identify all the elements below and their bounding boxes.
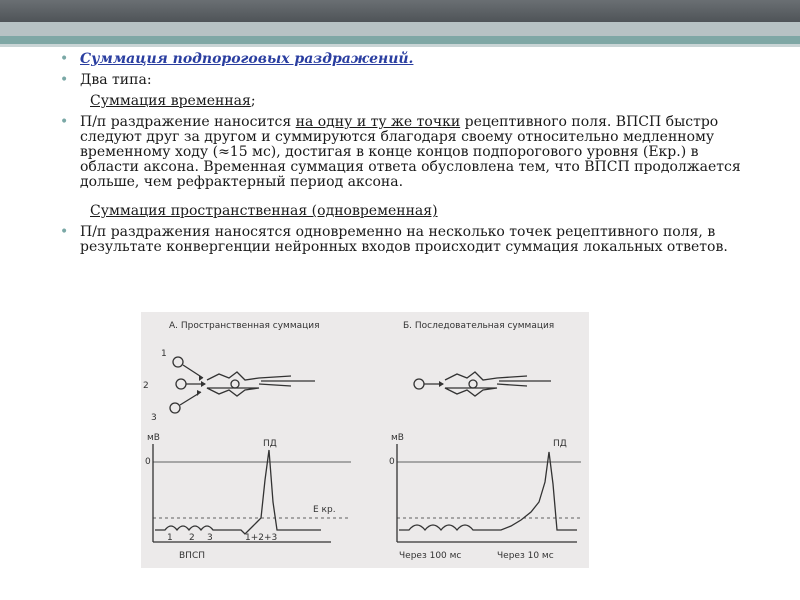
graph-b-zero: 0 (389, 457, 395, 467)
summation-diagram (141, 312, 589, 568)
graph-b-interval-100: Через 100 мс (399, 551, 462, 561)
bullet-icon: • (60, 72, 69, 88)
input-arrow-1 (199, 375, 203, 381)
temporal-heading-tail: ; (250, 93, 256, 109)
panel-a-title: А. Пространственная суммация (169, 321, 320, 331)
panel-b-title: Б. Последовательная суммация (403, 321, 555, 331)
slide-header-stripe-light (0, 44, 800, 47)
temporal-heading: Суммация временная (90, 93, 251, 109)
graph-a-sum-label: 1+2+3 (245, 533, 278, 543)
input-arrow-2 (201, 381, 206, 387)
bullet-spatial-text (54, 225, 754, 255)
slide-header-stripe-accent (0, 36, 800, 44)
input-electrode-1 (173, 357, 183, 367)
two-types-text: Два типа: (80, 72, 152, 88)
graph-a-threshold-label: Е кр. (313, 505, 336, 515)
neuron-a-nucleus (231, 380, 239, 388)
graph-b-unit: мВ (391, 433, 404, 443)
graph-a-unit: мВ (147, 433, 160, 443)
graph-a-spike-label: ПД (263, 439, 277, 449)
input-label-1: 1 (161, 349, 167, 359)
input-arrow-b (439, 381, 444, 387)
summation-figure (141, 312, 589, 568)
graph-a-tick-1: 1 (167, 533, 173, 543)
bullet-icon: • (60, 114, 69, 130)
temporal-text-a: П/п раздражение наносится (80, 114, 296, 130)
slide-header-stripe (0, 22, 800, 36)
neuron-b-body (445, 372, 527, 396)
slide-title: Суммация подпороговых раздражений. (80, 51, 414, 67)
input-electrode-b (414, 379, 424, 389)
graph-a-zero: 0 (145, 457, 151, 467)
spatial-heading-row (54, 204, 754, 219)
input-electrode-3 (170, 403, 180, 413)
input-label-3: 3 (151, 413, 157, 423)
neuron-a-body (207, 372, 291, 396)
input-label-2: 2 (143, 381, 149, 391)
temporal-heading-row (54, 94, 754, 109)
bullet-two-types (54, 73, 754, 88)
graph-a-epsp-label: ВПСП (179, 551, 205, 561)
bullet-temporal-text (54, 115, 754, 190)
graph-a-trace (155, 450, 321, 534)
spatial-text: П/п раздражения наносятся одновременно на несколько точек рецептивного поля, в результате конвергенции нейронных входов происходит суммация локальных ответов. (80, 224, 728, 255)
spatial-heading: Суммация пространственная (одновременная) (90, 203, 438, 219)
slide-content (54, 52, 754, 255)
temporal-text-underlined: на одну и ту же точки (295, 114, 461, 130)
graph-a-tick-2: 2 (189, 533, 195, 543)
input-electrode-2 (176, 379, 186, 389)
graph-b-interval-10: Через 10 мс (497, 551, 554, 561)
neuron-b-nucleus (469, 380, 477, 388)
graph-a-tick-3: 3 (207, 533, 213, 543)
graph-b-spike-label: ПД (553, 439, 567, 449)
bullet-icon: • (60, 224, 69, 240)
bullet-icon: • (60, 51, 69, 67)
bullet-title (54, 52, 754, 67)
slide-top-bar (0, 0, 800, 22)
temporal-text-b: рецептивного поля. ВПСП быстро следуют друг за другом и суммируются благодаря своему относительно медленному временному ходу (≈15 мс), достигая в конце концов подпорогового уровня (Екр.) в области аксона. Временная суммация ответа обусловлена тем, что ВПСП продолжается дольше, чем рефрактерный период аксона. (80, 114, 741, 190)
